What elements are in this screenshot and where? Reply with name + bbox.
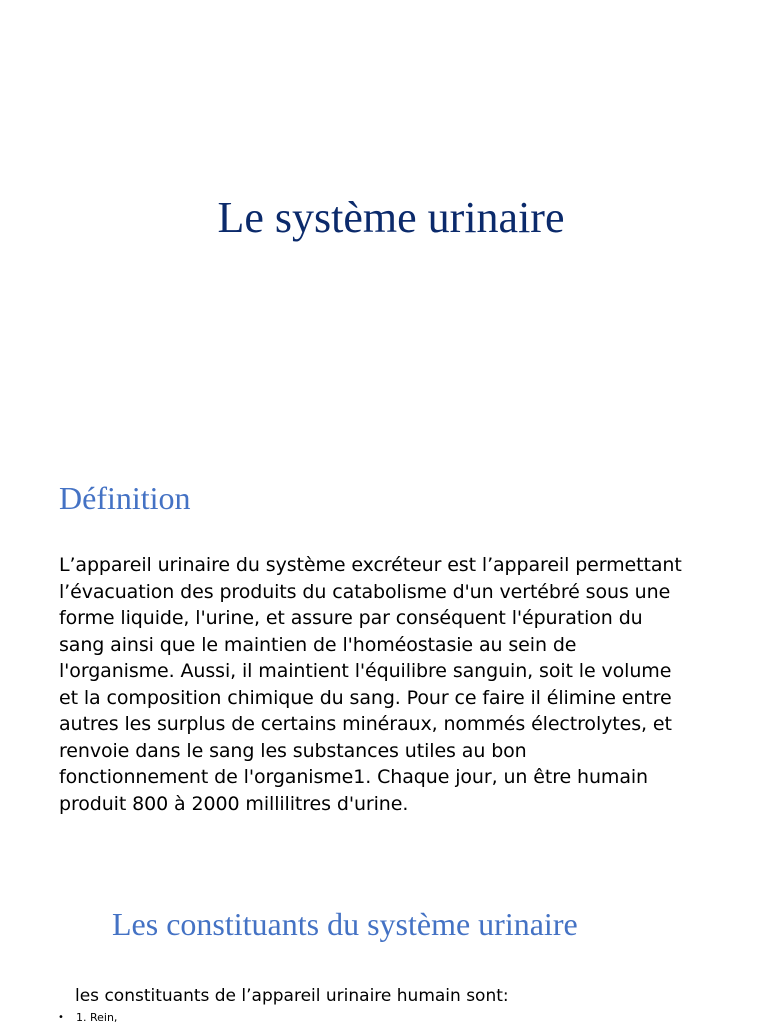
definition-line: sang ainsi que le maintien de l'homéostasie au sein de <box>59 633 577 656</box>
definition-paragraph <box>59 552 739 817</box>
definition-line: autres les surplus de certains minéraux, nommés électrolytes, et <box>59 713 672 735</box>
definition-line: et la composition chimique du sang. Pour ce faire il élimine entre <box>59 686 672 709</box>
constituents-intro: les constituants de l’appareil urinaire humain sont: <box>75 986 509 1006</box>
bullet-icon: • <box>58 1012 64 1023</box>
list-item-text: 1. Rein, <box>76 1011 118 1024</box>
definition-line: renvoie dans le sang les substances utiles au bon <box>59 739 527 762</box>
definition-line: l'organisme. Aussi, il maintient l'équilibre sanguin, soit le volume <box>59 660 672 682</box>
definition-heading: Définition <box>59 480 191 516</box>
definition-line: l’évacuation des produits du catabolisme d'un vertébré sous une <box>59 580 671 603</box>
definition-line: produit 800 à 2000 millilitres d'urine. <box>59 792 409 815</box>
definition-line: fonctionnement de l'organisme1. Chaque jour, un être humain <box>59 766 649 788</box>
constituents-heading: Les constituants du système urinaire <box>112 906 578 942</box>
definition-line: forme liquide, l'urine, et assure par conséquent l'épuration du <box>59 607 643 629</box>
definition-line: L’appareil urinaire du système excréteur est l’appareil permettant <box>59 554 682 576</box>
page-title: Le système urinaire <box>217 193 565 242</box>
